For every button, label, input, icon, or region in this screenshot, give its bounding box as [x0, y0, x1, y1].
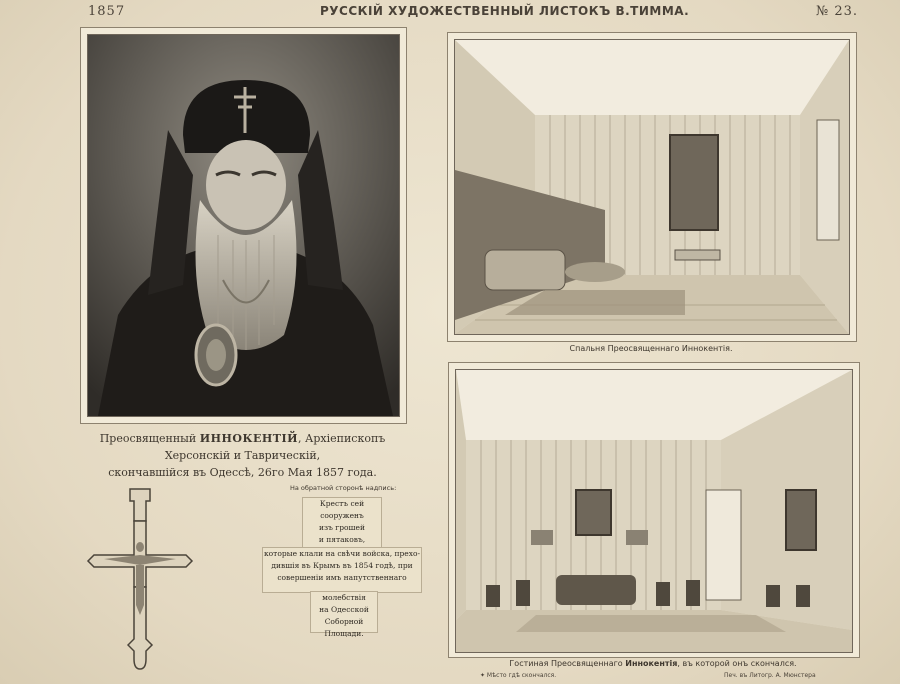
caption-name: Иннокентiя — [625, 659, 678, 668]
drawing-room-frame — [448, 362, 860, 658]
inscription-line: изъ грошей — [319, 523, 365, 532]
drawing-room-engraving — [455, 369, 853, 653]
caption-suffix: , въ которой онъ скончался. — [677, 659, 797, 668]
inscription-line: которые клали на свѣчи войска, прехо- — [263, 549, 421, 558]
portrait-frame — [80, 27, 407, 424]
inscription-line: дившiя въ Крымъ въ 1854 годѣ, при — [271, 561, 413, 570]
inscription-label-top — [302, 497, 382, 549]
caption-prefix: Преосвященный — [99, 432, 200, 445]
inscription-label-middle — [262, 547, 422, 593]
inscription-label-bottom — [310, 591, 378, 638]
bedroom-engraving — [454, 39, 850, 335]
portrait-caption-line1 — [80, 430, 405, 464]
drawing-room-caption — [448, 659, 858, 668]
portrait-engraving — [87, 34, 400, 417]
inscription-line: молебствiя — [322, 593, 366, 602]
inscription-line: Площади. — [324, 629, 364, 638]
header-number: № 23. — [815, 4, 858, 19]
footer-printer: Печ. въ Литогр. А. Мюнстера — [724, 672, 816, 679]
footer-left-note: ✦ Мѣсто гдѣ скончался. — [480, 672, 557, 679]
portrait-caption — [80, 430, 405, 481]
inscription-line: сооруженъ — [320, 511, 364, 520]
caption-suffix: , Архiепископъ Херсонскiй и Таврическiй, — [164, 432, 386, 462]
header-title: РУССКIЙ ХУДОЖЕСТВЕННЫЙ ЛИСТОКЪ В.ТИММА. — [320, 4, 690, 18]
portrait-caption-line2: скончавшiйся въ Одессѣ, 26го Мая 1857 года. — [108, 466, 377, 479]
header-year: 1857 — [88, 4, 126, 19]
drawing-room-illustration — [456, 370, 852, 652]
inscription-line: Крестъ сей — [319, 499, 365, 508]
inscription-line: и пятаковъ, — [318, 535, 366, 544]
inscription-line: совершенiи имъ напутственнаго — [277, 573, 407, 582]
cross-illustration — [84, 485, 196, 675]
caption-name: ИННОКЕНТIЙ — [199, 432, 299, 445]
inscription-line: на Одесской — [319, 605, 369, 614]
inscription-heading: На обратной сторонѣ надпись: — [290, 484, 397, 492]
caption-prefix: Гостиная Преосвященнаго — [509, 659, 626, 668]
inscription-line: Соборной — [324, 617, 364, 626]
bedroom-illustration — [455, 40, 849, 334]
bedroom-frame — [447, 32, 857, 342]
portrait-illustration — [88, 35, 399, 416]
bedroom-caption: Спальня Преосвященнаго Иннокентiя. — [569, 344, 733, 353]
